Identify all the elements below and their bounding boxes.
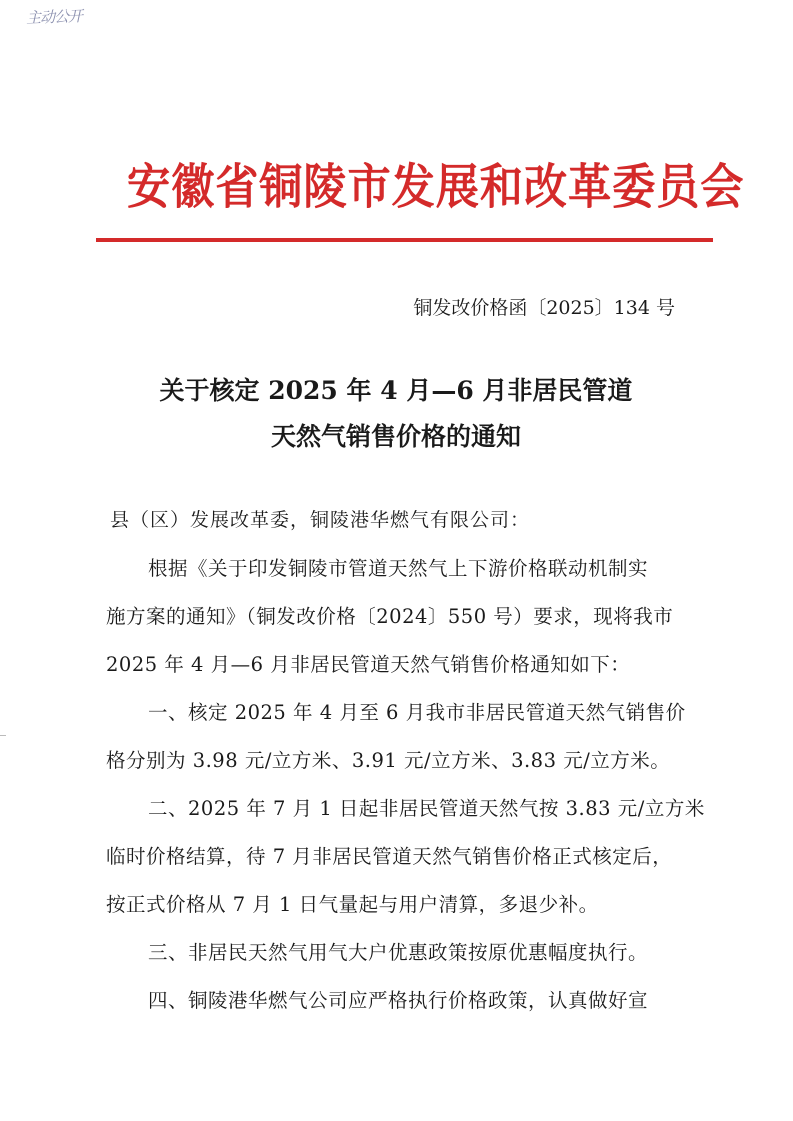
body-line: 2025 年 4 月—6 月非居民管道天然气销售价格通知如下：: [106, 653, 631, 676]
body-line: 按正式价格从 7 月 1 日气量起与用户清算，多退少补。: [106, 893, 599, 916]
body-line: 二、2025 年 7 月 1 日起非居民管道天然气按 3.83 元/立方米: [148, 797, 705, 820]
handwritten-annotation: 主动公开: [25, 7, 83, 27]
body-line: 施方案的通知》（铜发改价格〔2024〕550 号）要求，现将我市: [106, 605, 674, 628]
header-divider: [96, 238, 713, 242]
org-header: 安徽省铜陵市发展和改革委员会: [127, 159, 745, 215]
body-line: 格分别为 3.98 元/立方米、3.91 元/立方米、3.83 元/立方米。: [106, 749, 671, 772]
document-number: 铜发改价格函〔2025〕134 号: [413, 297, 675, 319]
body-line: 一、核定 2025 年 4 月至 6 月我市非居民管道天然气销售价: [148, 701, 686, 724]
title-line-2: 天然气销售价格的通知: [270, 422, 521, 451]
document-title: [96, 368, 696, 460]
body-line: 根据《关于印发铜陵市管道天然气上下游价格联动机制实: [148, 557, 649, 580]
body-line: 四、铜陵港华燃气公司应严格执行价格政策，认真做好宣: [148, 989, 649, 1012]
body-line: 临时价格结算，待 7 月非居民管道天然气销售价格正式核定后，: [106, 845, 673, 868]
scan-margin-mark: [0, 735, 6, 736]
body-line: 三、非居民天然气用气大户优惠政策按原优惠幅度执行。: [148, 941, 649, 964]
title-line-1: 关于核定 2025 年 4 月—6 月非居民管道: [159, 376, 633, 405]
addressee: 县（区）发展改革委，铜陵港华燃气有限公司：: [110, 509, 531, 531]
